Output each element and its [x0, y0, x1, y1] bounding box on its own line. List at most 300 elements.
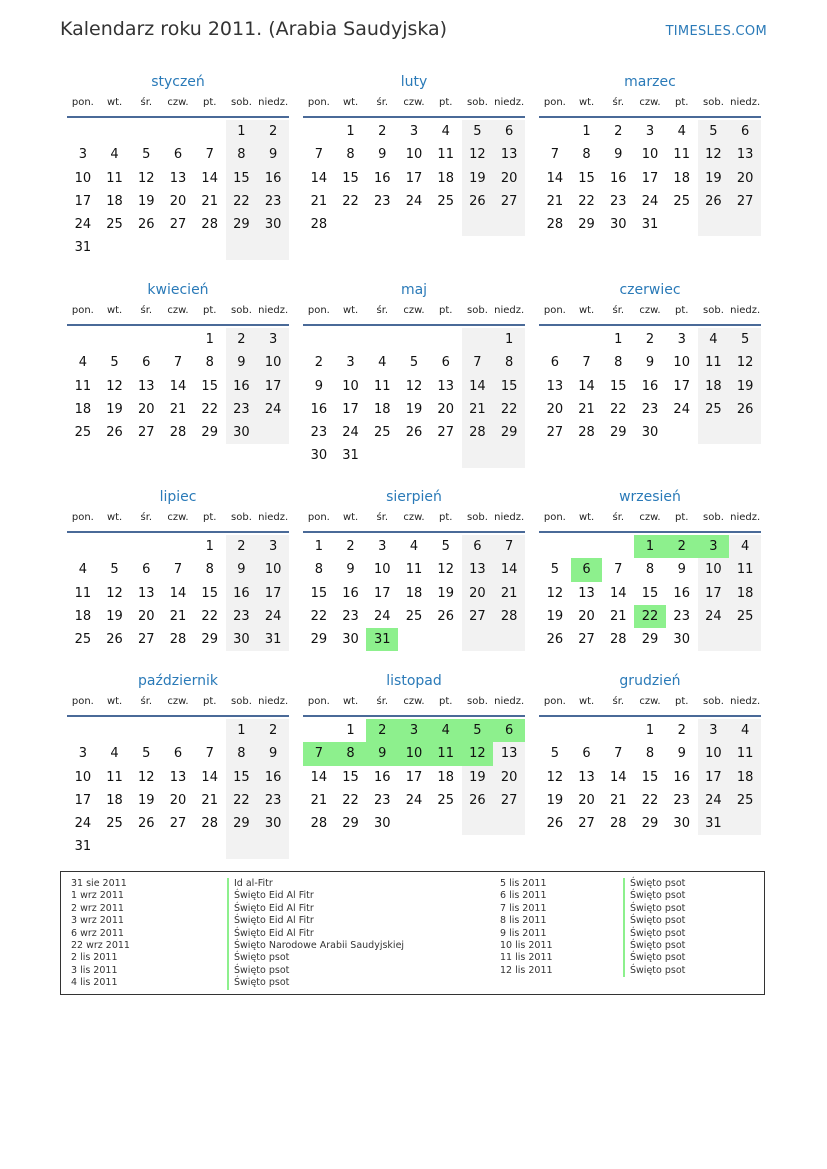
day-cell: 10 — [698, 558, 730, 581]
day-cell: 12 — [405, 378, 423, 394]
day-cell: 23 — [374, 193, 391, 209]
legend-date: 2 wrz 2011 — [71, 902, 124, 914]
empty-cell — [462, 628, 494, 651]
weekday-label: pon. — [307, 305, 330, 316]
day-cell: 3 — [398, 719, 430, 742]
day-cell: 28 — [310, 816, 328, 832]
day-cell: 22 — [201, 401, 218, 417]
day-cell: 30 — [226, 628, 258, 651]
day-cell: 8 — [205, 562, 214, 578]
day-cell: 25 — [374, 425, 391, 441]
day-cell: 2 — [226, 535, 258, 558]
day-cell: 13 — [493, 742, 525, 765]
day-cell: 30 — [610, 217, 627, 233]
empty-cell — [493, 628, 525, 651]
day-cell: 10 — [698, 742, 730, 765]
days-grid — [303, 120, 525, 236]
day-cell: 3 — [346, 355, 355, 371]
holiday-legend — [60, 871, 765, 995]
day-cell: 24 — [74, 217, 92, 233]
day-cell: 18 — [106, 792, 123, 808]
day-cell: 17 — [698, 766, 730, 789]
day-cell: 23 — [610, 193, 627, 209]
month-block — [303, 72, 525, 236]
weekday-label: pt. — [675, 512, 689, 523]
empty-cell — [99, 835, 131, 858]
day-cell: 19 — [106, 608, 123, 624]
day-cell: 28 — [610, 816, 627, 832]
legend-holiday-name: Święto psot — [623, 890, 685, 902]
weekday-label: niedz. — [258, 305, 289, 316]
weekday-label: pt. — [203, 305, 217, 316]
days-grid — [539, 535, 761, 651]
weekday-label: pt. — [439, 305, 453, 316]
weekday-header — [539, 95, 761, 118]
day-cell: 21 — [169, 401, 187, 417]
legend-date: 22 wrz 2011 — [71, 939, 130, 951]
day-cell: 31 — [366, 628, 398, 651]
day-cell: 17 — [641, 170, 659, 186]
empty-cell — [130, 328, 162, 351]
day-cell: 10 — [673, 355, 690, 371]
day-cell: 9 — [226, 558, 258, 581]
day-cell: 12 — [729, 351, 761, 374]
day-cell: 18 — [729, 766, 761, 789]
empty-cell — [194, 835, 226, 858]
day-cell: 3 — [257, 535, 289, 558]
weekday-label: pon. — [307, 512, 330, 523]
day-cell: 12 — [698, 143, 730, 166]
weekday-label: pt. — [439, 696, 453, 707]
empty-cell — [303, 328, 335, 351]
day-cell: 20 — [729, 167, 761, 190]
day-cell: 1 — [226, 719, 258, 742]
day-cell: 21 — [310, 193, 328, 209]
day-cell: 16 — [374, 769, 391, 785]
day-cell: 23 — [641, 401, 659, 417]
day-cell: 11 — [106, 769, 123, 785]
weekday-header — [67, 694, 289, 717]
day-cell: 26 — [546, 632, 564, 648]
day-cell: 1 — [582, 124, 591, 139]
month-block — [303, 487, 525, 651]
days-grid — [67, 535, 289, 651]
day-cell: 20 — [169, 193, 187, 209]
day-cell: 22 — [578, 193, 595, 209]
weekday-header — [539, 694, 761, 717]
day-cell: 7 — [303, 742, 335, 765]
day-cell: 5 — [550, 562, 559, 578]
day-cell: 24 — [374, 608, 391, 624]
day-cell: 6 — [142, 562, 151, 578]
day-cell: 7 — [314, 147, 323, 163]
day-cell: 15 — [578, 170, 595, 186]
weekday-label: sob. — [231, 305, 252, 316]
site-logo-text[interactable]: TIMESLES.COM — [665, 24, 767, 39]
empty-cell — [130, 535, 162, 558]
empty-cell — [430, 444, 462, 467]
legend-date: 7 lis 2011 — [500, 902, 547, 914]
day-cell: 21 — [610, 792, 627, 808]
month-block — [539, 72, 761, 236]
day-cell: 27 — [462, 605, 494, 628]
weekday-header — [67, 303, 289, 326]
weekday-label: sob. — [467, 512, 488, 523]
empty-cell — [729, 812, 761, 835]
day-cell: 25 — [729, 789, 761, 812]
empty-cell — [303, 719, 335, 742]
day-cell: 11 — [673, 147, 690, 163]
day-cell: 7 — [173, 355, 183, 371]
day-cell: 21 — [169, 608, 187, 624]
weekday-label: czw. — [639, 696, 661, 707]
empty-cell — [99, 719, 131, 742]
day-cell: 9 — [677, 562, 686, 578]
weekday-label: wt. — [342, 97, 359, 108]
day-cell: 1 — [226, 120, 258, 143]
weekday-label: wt. — [578, 696, 595, 707]
day-cell: 3 — [677, 332, 686, 347]
day-cell: 13 — [546, 378, 564, 394]
day-cell: 22 — [342, 792, 359, 808]
day-cell: 8 — [645, 562, 655, 578]
day-cell: 3 — [257, 328, 289, 351]
day-cell: 25 — [729, 605, 761, 628]
day-cell: 20 — [546, 401, 564, 417]
day-cell: 16 — [257, 167, 289, 190]
day-cell: 17 — [257, 375, 289, 398]
weekday-label: śr. — [376, 696, 389, 707]
empty-cell — [130, 719, 162, 742]
day-cell: 12 — [546, 585, 564, 601]
day-cell: 13 — [462, 558, 494, 581]
day-cell: 10 — [405, 147, 423, 163]
day-cell: 11 — [729, 742, 761, 765]
day-cell: 22 — [634, 605, 666, 628]
empty-cell — [571, 719, 603, 742]
day-cell: 7 — [205, 147, 214, 163]
day-cell: 24 — [257, 605, 289, 628]
days-grid — [67, 120, 289, 260]
day-cell: 29 — [226, 812, 258, 835]
weekday-header — [303, 303, 525, 326]
day-cell: 15 — [201, 585, 218, 601]
legend-date: 6 lis 2011 — [500, 890, 547, 902]
day-cell: 7 — [205, 746, 214, 762]
weekday-label: czw. — [639, 97, 661, 108]
day-cell: 21 — [201, 193, 218, 209]
day-cell: 4 — [677, 124, 686, 139]
day-cell: 19 — [437, 585, 454, 601]
weekday-label: wt. — [106, 512, 123, 523]
weekday-label: niedz. — [494, 512, 525, 523]
day-cell: 23 — [226, 605, 258, 628]
month-name: sierpień — [386, 489, 442, 505]
empty-cell — [539, 120, 571, 143]
month-name: styczeń — [151, 74, 205, 90]
day-cell: 31 — [257, 628, 289, 651]
weekday-header — [303, 510, 525, 533]
day-cell: 25 — [673, 193, 690, 209]
day-cell: 9 — [378, 147, 387, 163]
weekday-header — [539, 303, 761, 326]
day-cell: 27 — [493, 789, 525, 812]
weekday-label: czw. — [167, 512, 189, 523]
day-cell: 6 — [173, 746, 183, 762]
day-cell: 10 — [74, 769, 92, 785]
month-name: listopad — [386, 673, 442, 689]
empty-cell — [430, 812, 462, 835]
day-cell: 4 — [78, 355, 87, 371]
weekday-label: czw. — [403, 512, 425, 523]
day-cell: 12 — [462, 742, 494, 765]
day-cell: 23 — [310, 425, 328, 441]
weekday-label: niedz. — [730, 512, 761, 523]
weekday-label: sob. — [703, 97, 724, 108]
day-cell: 21 — [610, 608, 627, 624]
weekday-label: niedz. — [730, 305, 761, 316]
day-cell: 27 — [578, 816, 595, 832]
day-cell: 1 — [346, 723, 355, 738]
day-cell: 13 — [169, 769, 187, 785]
day-cell: 16 — [226, 375, 258, 398]
empty-cell — [99, 120, 131, 143]
legend-holiday-name: Święto psot — [623, 928, 685, 940]
legend-date: 2 lis 2011 — [71, 952, 118, 964]
weekday-label: wt. — [342, 305, 359, 316]
day-cell: 7 — [462, 351, 494, 374]
month-name: maj — [400, 282, 428, 298]
day-cell: 18 — [74, 608, 92, 624]
legend-date: 8 lis 2011 — [500, 915, 547, 927]
day-cell: 26 — [437, 608, 454, 624]
legend-date: 1 wrz 2011 — [71, 890, 124, 902]
day-cell: 22 — [226, 789, 258, 812]
day-cell: 8 — [226, 742, 258, 765]
day-cell: 5 — [142, 147, 151, 163]
weekday-label: czw. — [639, 305, 661, 316]
day-cell: 4 — [78, 562, 87, 578]
day-cell: 26 — [546, 816, 564, 832]
weekday-label: śr. — [612, 512, 625, 523]
day-cell: 7 — [582, 355, 591, 371]
weekday-header — [539, 510, 761, 533]
legend-holiday-name: Święto psot — [623, 878, 685, 890]
empty-cell — [162, 535, 194, 558]
day-cell: 6 — [550, 355, 559, 371]
weekday-label: niedz. — [494, 696, 525, 707]
day-cell: 17 — [74, 193, 92, 209]
day-cell: 12 — [546, 769, 564, 785]
day-cell: 15 — [641, 585, 659, 601]
day-cell: 13 — [493, 143, 525, 166]
day-cell: 19 — [462, 167, 494, 190]
empty-cell — [130, 120, 162, 143]
empty-cell — [729, 628, 761, 651]
day-cell: 5 — [698, 120, 730, 143]
day-cell: 8 — [226, 143, 258, 166]
weekday-label: pt. — [675, 696, 689, 707]
day-cell: 2 — [666, 535, 698, 558]
month-name: kwiecień — [147, 282, 209, 298]
empty-cell — [130, 835, 162, 858]
weekday-label: pt. — [675, 97, 689, 108]
day-cell: 10 — [374, 562, 391, 578]
empty-cell — [67, 120, 99, 143]
empty-cell — [462, 812, 494, 835]
day-cell: 18 — [729, 582, 761, 605]
weekday-label: sob. — [703, 305, 724, 316]
day-cell: 28 — [169, 632, 187, 648]
weekday-label: śr. — [376, 512, 389, 523]
day-cell: 10 — [257, 351, 289, 374]
month-block — [67, 487, 289, 651]
weekday-label: pt. — [203, 512, 217, 523]
weekday-label: wt. — [578, 305, 595, 316]
legend-holiday-name: Święto Eid Al Fitr — [227, 928, 404, 940]
month-block — [539, 671, 761, 835]
month-name: październik — [138, 673, 218, 689]
day-cell: 13 — [437, 378, 454, 394]
empty-cell — [539, 535, 571, 558]
legend-holiday-name: Święto psot — [227, 977, 404, 989]
day-cell: 1 — [314, 539, 323, 554]
weekday-label: pon. — [71, 305, 94, 316]
day-cell: 6 — [142, 355, 151, 371]
days-grid — [539, 719, 761, 835]
day-cell: 26 — [462, 190, 494, 213]
day-cell: 12 — [138, 769, 155, 785]
day-cell: 14 — [493, 558, 525, 581]
legend-date: 5 lis 2011 — [500, 878, 547, 889]
day-cell: 31 — [74, 839, 92, 855]
legend-holiday-name: Święto Eid Al Fitr — [227, 903, 404, 915]
legend-date: 9 lis 2011 — [500, 927, 547, 939]
day-cell: 28 — [493, 605, 525, 628]
weekday-label: sob. — [467, 97, 488, 108]
empty-cell — [430, 213, 462, 236]
day-cell: 29 — [310, 632, 328, 648]
day-cell: 18 — [405, 585, 423, 601]
legend-date: 10 lis 2011 — [500, 939, 553, 951]
day-cell: 26 — [106, 425, 123, 441]
day-cell: 3 — [698, 719, 730, 742]
legend-holiday-name: Święto Eid Al Fitr — [227, 890, 404, 902]
day-cell: 17 — [698, 582, 730, 605]
day-cell: 3 — [378, 539, 387, 554]
weekday-label: pon. — [307, 97, 330, 108]
empty-cell — [398, 444, 430, 467]
day-cell: 19 — [729, 375, 761, 398]
days-grid — [303, 719, 525, 835]
empty-cell — [462, 444, 494, 467]
day-cell: 13 — [729, 143, 761, 166]
day-cell: 29 — [578, 217, 595, 233]
day-cell: 25 — [106, 217, 123, 233]
day-cell: 15 — [310, 585, 328, 601]
legend-date: 11 lis 2011 — [500, 952, 553, 964]
weekday-label: niedz. — [494, 305, 525, 316]
day-cell: 3 — [698, 535, 730, 558]
month-block — [67, 671, 289, 859]
day-cell: 2 — [346, 539, 355, 554]
day-cell: 31 — [641, 217, 659, 233]
day-cell: 6 — [173, 147, 183, 163]
day-cell: 21 — [578, 401, 595, 417]
day-cell: 21 — [493, 582, 525, 605]
day-cell: 1 — [614, 332, 623, 347]
month-block — [67, 280, 289, 444]
empty-cell — [430, 628, 462, 651]
day-cell: 6 — [582, 746, 591, 762]
empty-cell — [698, 628, 730, 651]
day-cell: 4 — [729, 535, 761, 558]
day-cell: 13 — [138, 378, 155, 394]
weekday-label: sob. — [231, 97, 252, 108]
day-cell: 20 — [138, 401, 155, 417]
weekday-label: śr. — [140, 696, 153, 707]
day-cell: 28 — [578, 425, 595, 441]
day-cell: 25 — [74, 632, 92, 648]
weekday-label: sob. — [703, 696, 724, 707]
day-cell: 25 — [437, 792, 454, 808]
day-cell: 15 — [641, 769, 659, 785]
empty-cell — [539, 719, 571, 742]
day-cell: 11 — [698, 351, 730, 374]
month-name: marzec — [624, 74, 676, 90]
day-cell: 13 — [578, 585, 595, 601]
day-cell: 22 — [610, 401, 627, 417]
day-cell: 24 — [698, 789, 730, 812]
day-cell: 12 — [106, 585, 123, 601]
day-cell: 5 — [729, 328, 761, 351]
day-cell: 29 — [641, 816, 659, 832]
day-cell: 14 — [546, 170, 564, 186]
empty-cell — [257, 236, 289, 259]
day-cell: 4 — [441, 124, 450, 139]
day-cell: 27 — [138, 632, 155, 648]
day-cell: 15 — [493, 375, 525, 398]
day-cell: 30 — [226, 421, 258, 444]
day-cell: 8 — [614, 355, 623, 371]
weekday-label: czw. — [403, 696, 425, 707]
day-cell: 25 — [437, 193, 454, 209]
day-cell: 9 — [257, 143, 289, 166]
day-cell: 31 — [342, 448, 359, 464]
day-cell: 19 — [546, 792, 564, 808]
legend-names-column-2 — [623, 878, 685, 977]
day-cell: 2 — [614, 124, 623, 139]
empty-cell — [602, 535, 634, 558]
day-cell: 27 — [437, 425, 454, 441]
month-name: czerwiec — [619, 282, 681, 298]
days-grid — [303, 535, 525, 651]
day-cell: 2 — [257, 719, 289, 742]
day-cell: 30 — [257, 213, 289, 236]
day-cell: 24 — [698, 605, 730, 628]
day-cell: 25 — [106, 816, 123, 832]
weekday-label: niedz. — [258, 512, 289, 523]
empty-cell — [67, 328, 99, 351]
empty-cell — [162, 328, 194, 351]
day-cell: 20 — [578, 608, 595, 624]
day-cell: 9 — [346, 562, 355, 578]
day-cell: 6 — [462, 535, 494, 558]
day-cell: 17 — [342, 401, 359, 417]
day-cell: 15 — [201, 378, 218, 394]
weekday-label: pt. — [675, 305, 689, 316]
legend-holiday-name: Święto Narodowe Arabii Saudyjskiej — [227, 940, 404, 952]
